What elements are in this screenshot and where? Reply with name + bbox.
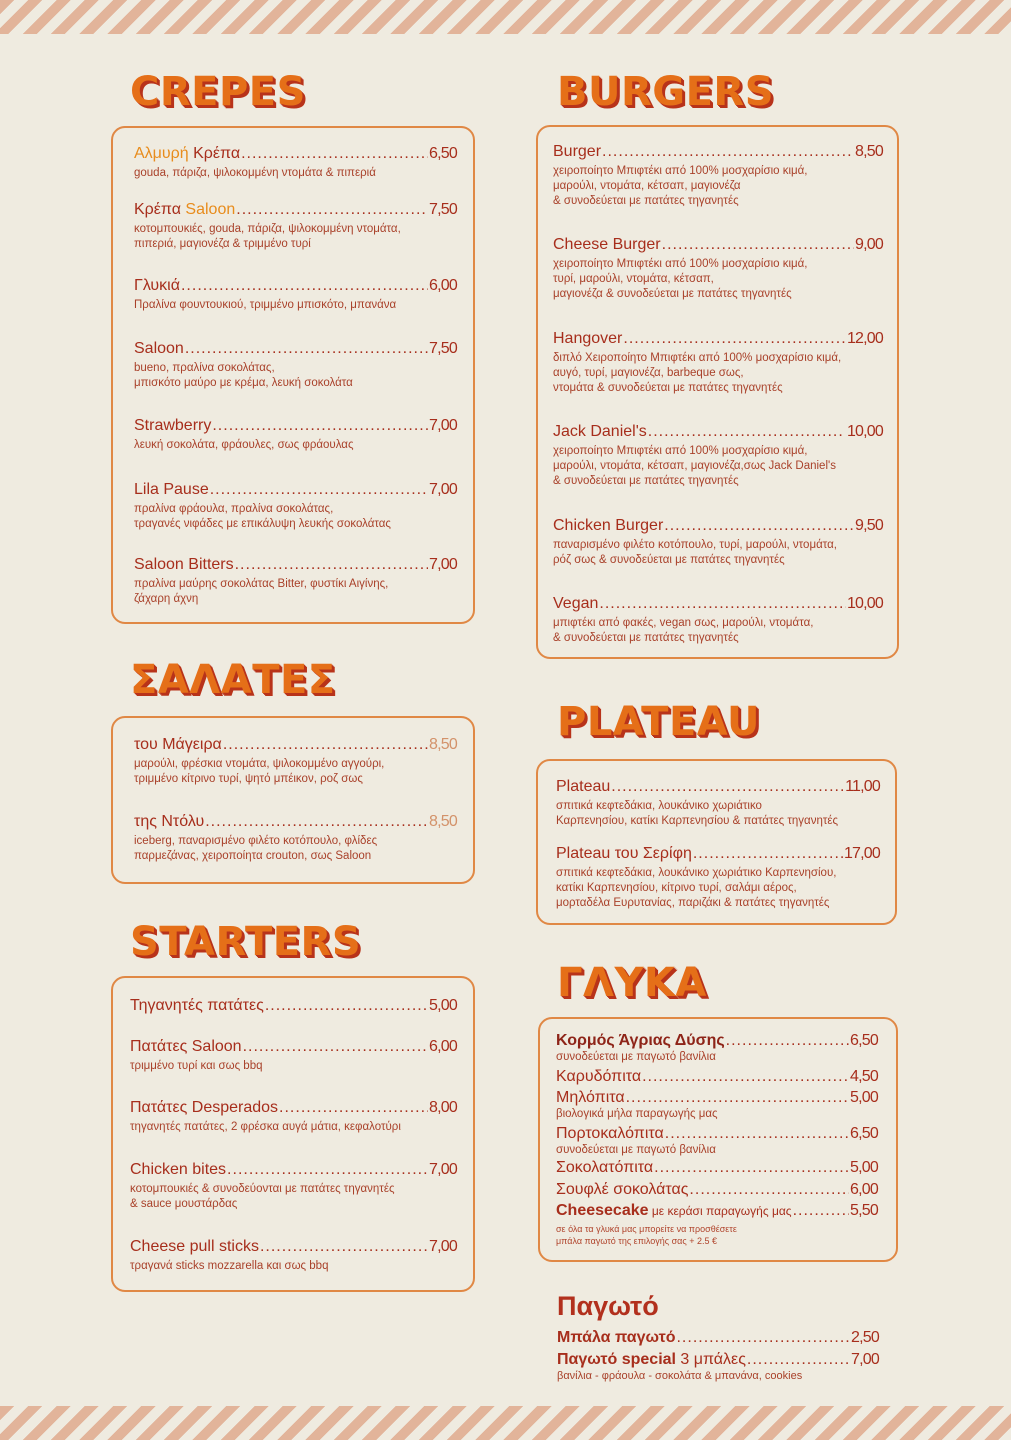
item-description: κοτομπουκιές & συνοδεύονται με πατάτες τηγανητές	[130, 1183, 395, 1195]
leader-dots	[726, 1032, 849, 1050]
leader-dots	[260, 1238, 428, 1256]
item-description: πραλίνα φράουλα, πραλίνα σοκολάτας,	[134, 503, 334, 515]
item-name-extra: 3 μπάλες	[675, 1351, 746, 1368]
item-name: Παγωτό special	[557, 1351, 676, 1368]
menu-item	[130, 997, 457, 1015]
item-name: Plateau	[556, 778, 611, 795]
item-name: Πατάτες Desperados	[130, 1099, 279, 1116]
item-description: συνοδεύεται με παγωτό βανίλια	[556, 1144, 716, 1156]
item-price: 10,00	[843, 423, 883, 440]
item-description: gouda, πάριζα, ψιλοκομμένη ντομάτα & πιπεριά	[134, 167, 376, 179]
menu-item	[553, 517, 883, 568]
leader-dots	[210, 481, 428, 499]
item-name: Καρυδόπιτα	[556, 1068, 642, 1085]
item-price: 6,00	[429, 277, 457, 294]
item-description: σπιτικά κεφτεδάκια, λουκάνικο χωριάτικο Καρπενησίου,	[556, 867, 837, 879]
dessert-note: μπάλα παγωτό της επιλογής σας + 2.5 €	[556, 1236, 717, 1246]
menu-item	[134, 145, 457, 181]
item-price: 12,00	[846, 330, 883, 347]
leader-dots	[665, 1125, 849, 1143]
menu-item	[556, 1159, 878, 1177]
item-name: Chicken bites	[130, 1161, 227, 1178]
item-name: Κρέπα	[193, 145, 241, 162]
item-price: 9,00	[855, 236, 883, 253]
item-name: Cheesecake	[556, 1202, 649, 1219]
leader-dots	[623, 330, 846, 348]
item-description: ντομάτα & συνοδεύεται με πατάτες τηγανητές	[553, 382, 783, 394]
item-description: & συνοδεύεται με πατάτες τηγανητές	[553, 632, 739, 644]
item-description: μπιφτέκι από φακές, vegan σως, μαρούλι, ντομάτα,	[553, 617, 814, 629]
item-description: τυρί, μαρούλι, ντομάτα, κέτσαπ,	[553, 273, 714, 285]
item-description: μαγιονέζα & συνοδεύεται με πατάτες τηγανητές	[553, 288, 792, 300]
item-description: τραγανές νιφάδες με επικάλυψη λευκής σοκολάτας	[134, 518, 391, 530]
item-price: 2,50	[851, 1329, 879, 1346]
leader-dots	[185, 340, 428, 358]
item-name-accent: Αλμυρή	[134, 145, 189, 162]
item-price: 7,00	[429, 481, 457, 498]
item-name: Πορτοκαλόπιτα	[556, 1125, 664, 1142]
item-name: Strawberry	[134, 417, 212, 434]
item-price: 6,50	[429, 145, 457, 162]
item-price: 8,00	[429, 1099, 457, 1116]
leader-dots	[235, 556, 428, 574]
item-price: 5,50	[850, 1202, 878, 1219]
item-description: μορταδέλα Ευρυτανίας, παριζάκι & πατάτες τηγανητές	[556, 897, 830, 909]
item-name: Σουφλέ σοκολάτας	[556, 1181, 689, 1198]
leader-dots	[212, 417, 428, 435]
menu-item	[134, 201, 457, 252]
item-name-accent: Saloon	[185, 201, 236, 218]
menu-item	[556, 1202, 878, 1247]
burgers-heading: BURGERS	[557, 69, 775, 115]
item-description: ζάχαρη άχνη	[134, 593, 199, 605]
item-description: ρόζ σως & συνοδεύεται με πατάτες τηγανητές	[553, 554, 785, 566]
item-price: 7,50	[429, 340, 457, 357]
crepes-heading: CREPES	[130, 69, 306, 115]
item-description: χειροποίητο Μπιφτέκι από 100% μοσχαρίσιο κιμά,	[553, 445, 808, 457]
item-description: Πραλίνα φουντουκιού, τριμμένο μπισκότο, μπανάνα	[134, 299, 397, 311]
item-name: Γλυκιά	[134, 277, 180, 294]
leader-dots	[236, 201, 428, 219]
item-price: 6,00	[850, 1181, 878, 1198]
leader-dots	[227, 1161, 428, 1179]
item-description: μαρούλι, ντομάτα, κέτσαπ, μαγιονέζα,σως Jack Daniel's	[553, 460, 836, 472]
menu-item	[556, 1032, 878, 1065]
leader-dots	[654, 1159, 849, 1177]
menu-item	[557, 1329, 879, 1347]
item-name: Lila Pause	[134, 481, 209, 498]
item-price: 7,00	[429, 1238, 457, 1255]
menu-item	[553, 143, 883, 209]
glyka-heading: ΓΛΥΚΑ	[557, 960, 707, 1006]
item-description: τριμμένο τυρί και σως bbq	[130, 1060, 263, 1072]
menu-item	[557, 1351, 879, 1384]
item-description: συνοδεύεται με παγωτό βανίλια	[556, 1051, 716, 1063]
item-description: τριμμένο κίτρινο τυρί, ψητό μπέικον, ροζ σως	[134, 773, 363, 785]
leader-dots	[205, 813, 428, 831]
item-price: 11,00	[845, 778, 880, 795]
item-price: 8,50	[855, 143, 883, 160]
dessert-note: σε όλα τα γλυκά μας μπορείτε να προσθέσετε	[556, 1224, 737, 1234]
item-description: μαρούλι, φρέσκια ντομάτα, ψιλοκομμένο αγγούρι,	[134, 758, 385, 770]
item-description: & sauce μουστάρδας	[130, 1198, 238, 1210]
menu-item	[134, 813, 457, 864]
item-price: 9,50	[855, 517, 883, 534]
leader-dots	[642, 1068, 849, 1086]
item-price: 8,50	[429, 813, 457, 830]
item-price: 7,00	[429, 1161, 457, 1178]
item-name: Chicken Burger	[553, 517, 664, 534]
menu-item	[556, 1181, 878, 1199]
item-price: 5,00	[850, 1159, 878, 1176]
item-price: 6,00	[429, 1038, 457, 1055]
menu-item	[556, 778, 880, 829]
menu-item	[134, 736, 457, 787]
leader-dots	[611, 778, 844, 796]
leader-dots	[676, 1329, 850, 1347]
item-description: & συνοδεύεται με πατάτες τηγανητές	[553, 475, 739, 487]
item-description: κοτομπουκιές, gouda, πάριζα, ψιλοκομμένη ντομάτα,	[134, 223, 401, 235]
item-price: 7,00	[851, 1351, 879, 1368]
leader-dots	[689, 1181, 849, 1199]
menu-item	[556, 1068, 878, 1086]
item-description: παρμεζάνας, χειροποίητα crouton, σως Saloon	[134, 850, 372, 862]
item-price: 5,00	[429, 997, 457, 1014]
leader-dots	[693, 845, 843, 863]
item-name: Jack Daniel's	[553, 423, 647, 440]
item-price: 5,00	[850, 1089, 878, 1106]
menu-item	[556, 1089, 878, 1122]
item-name: Κρέπα	[134, 201, 181, 218]
leader-dots	[243, 1038, 428, 1056]
item-price: 10,00	[846, 595, 883, 612]
item-name: Cheese Burger	[553, 236, 661, 253]
leader-dots	[664, 517, 854, 535]
item-description: χειροποίητο Μπιφτέκι από 100% μοσχαρίσιο κιμά,	[553, 165, 808, 177]
leader-dots	[265, 997, 428, 1015]
item-price: 4,50	[850, 1068, 878, 1085]
item-description: πραλίνα μαύρης σοκολάτας Bitter, φυστίκι Αιγίνης,	[134, 578, 389, 590]
item-price: 6,50	[850, 1125, 878, 1142]
item-description: πιπεριά, μαγιονέζα & τριμμένο τυρί	[134, 238, 311, 250]
item-price: 7,50	[429, 201, 457, 218]
menu-item	[130, 1238, 457, 1274]
item-name: Μηλόπιτα	[556, 1089, 625, 1106]
item-description: παναρισμένο φιλέτο κοτόπουλο, τυρί, μαρούλι, ντομάτα,	[553, 539, 837, 551]
menu-item	[553, 330, 883, 396]
item-name: Τηγανητές πατάτες	[130, 997, 264, 1014]
leader-dots	[626, 1089, 849, 1107]
menu-item	[134, 340, 457, 391]
item-name: της Ντόλυ	[134, 813, 205, 830]
item-description: μαρούλι, ντομάτα, κέτσαπ, μαγιονέζα	[553, 180, 741, 192]
item-name: Hangover	[553, 330, 623, 347]
item-description: κατίκι Καρπενησίου, κίτρινο τυρί, σαλάμι αέρος,	[556, 882, 797, 894]
menu-item	[553, 236, 883, 302]
item-name: Πατάτες Saloon	[130, 1038, 242, 1055]
item-price: 17,00	[843, 845, 880, 862]
item-price: 6,50	[850, 1032, 878, 1049]
menu-item	[130, 1038, 457, 1074]
leader-dots	[599, 595, 846, 613]
item-description: & συνοδεύεται με πατάτες τηγανητές	[553, 195, 739, 207]
item-name: Plateau του Σερίφη	[556, 845, 692, 862]
menu-item	[553, 423, 883, 489]
menu-item	[130, 1099, 457, 1135]
item-name: του Μάγειρα	[134, 736, 222, 753]
item-description: μπισκότο μαύρο με κρέμα, λευκή σοκολάτα	[134, 377, 353, 389]
item-description: τραγανά sticks mozzarella και σως bbq	[130, 1260, 329, 1272]
item-name: Σοκολατόπιτα	[556, 1159, 654, 1176]
item-description: βιολογικά μήλα παραγωγής μας	[556, 1108, 718, 1120]
item-description: βανίλια - φράουλα - σοκολάτα & μπανάνα, cookies	[557, 1370, 803, 1382]
item-name: Vegan	[553, 595, 599, 612]
menu-item	[134, 417, 457, 453]
item-description: αυγό, τυρί, μαγιονέζα, barbeque σως,	[553, 367, 744, 379]
item-name: Saloon Bitters	[134, 556, 234, 573]
top-stripe-border	[0, 0, 1011, 34]
leader-dots	[181, 277, 428, 295]
menu-item	[134, 277, 457, 313]
menu-item	[553, 595, 883, 646]
item-description: διπλό Χειροποίητο Μπιφτέκι από 100% μοσχαρίσιο κιμά,	[553, 352, 842, 364]
plateau-heading: PLATEAU	[557, 699, 760, 745]
item-description: λευκή σοκολάτα, φράουλες, σως φράουλας	[134, 439, 354, 451]
leader-dots	[662, 236, 854, 254]
starters-heading: STARTERS	[130, 919, 362, 965]
item-description: τηγανητές πατάτες, 2 φρέσκα αυγά μάτια, κεφαλοτύρι	[130, 1121, 401, 1133]
item-price: 7,00	[429, 556, 457, 573]
item-description: χειροποίητο Μπιφτέκι από 100% μοσχαρίσιο κιμά,	[553, 258, 808, 270]
item-price: 7,00	[429, 417, 457, 434]
item-description: iceberg, παναρισμένο φιλέτο κοτόπουλο, φλίδες	[134, 835, 378, 847]
item-name: Cheese pull sticks	[130, 1238, 259, 1255]
item-description: bueno, πραλίνα σοκολάτας,	[134, 362, 275, 374]
menu-item	[134, 481, 457, 532]
leader-dots	[602, 143, 854, 161]
item-name: Burger	[553, 143, 602, 160]
menu-item	[556, 845, 880, 911]
item-name-extra: με κεράσι παραγωγής μας	[648, 1204, 792, 1218]
leader-dots	[648, 423, 843, 441]
pagoto-heading: Παγωτό	[557, 1291, 659, 1321]
leader-dots	[747, 1351, 850, 1369]
bottom-stripe-border	[0, 1406, 1011, 1440]
leader-dots	[223, 736, 428, 754]
salates-heading: ΣΑΛΑΤΕΣ	[130, 657, 336, 703]
menu-item	[556, 1125, 878, 1158]
item-description: σπιτικά κεφτεδάκια, λουκάνικο χωριάτικο	[556, 800, 762, 812]
item-name: Κορμός Άγριας Δύσης	[556, 1032, 725, 1049]
leader-dots	[793, 1202, 849, 1220]
menu-item	[134, 556, 457, 607]
item-name: Saloon	[134, 340, 184, 357]
leader-dots	[241, 145, 428, 163]
item-name: Μπάλα παγωτό	[557, 1329, 676, 1346]
leader-dots	[279, 1099, 428, 1117]
menu-item	[130, 1161, 457, 1212]
item-description: Καρπενησίου, κατίκι Καρπενησίου & πατάτες τηγανητές	[556, 815, 839, 827]
item-price: 8,50	[429, 736, 457, 753]
